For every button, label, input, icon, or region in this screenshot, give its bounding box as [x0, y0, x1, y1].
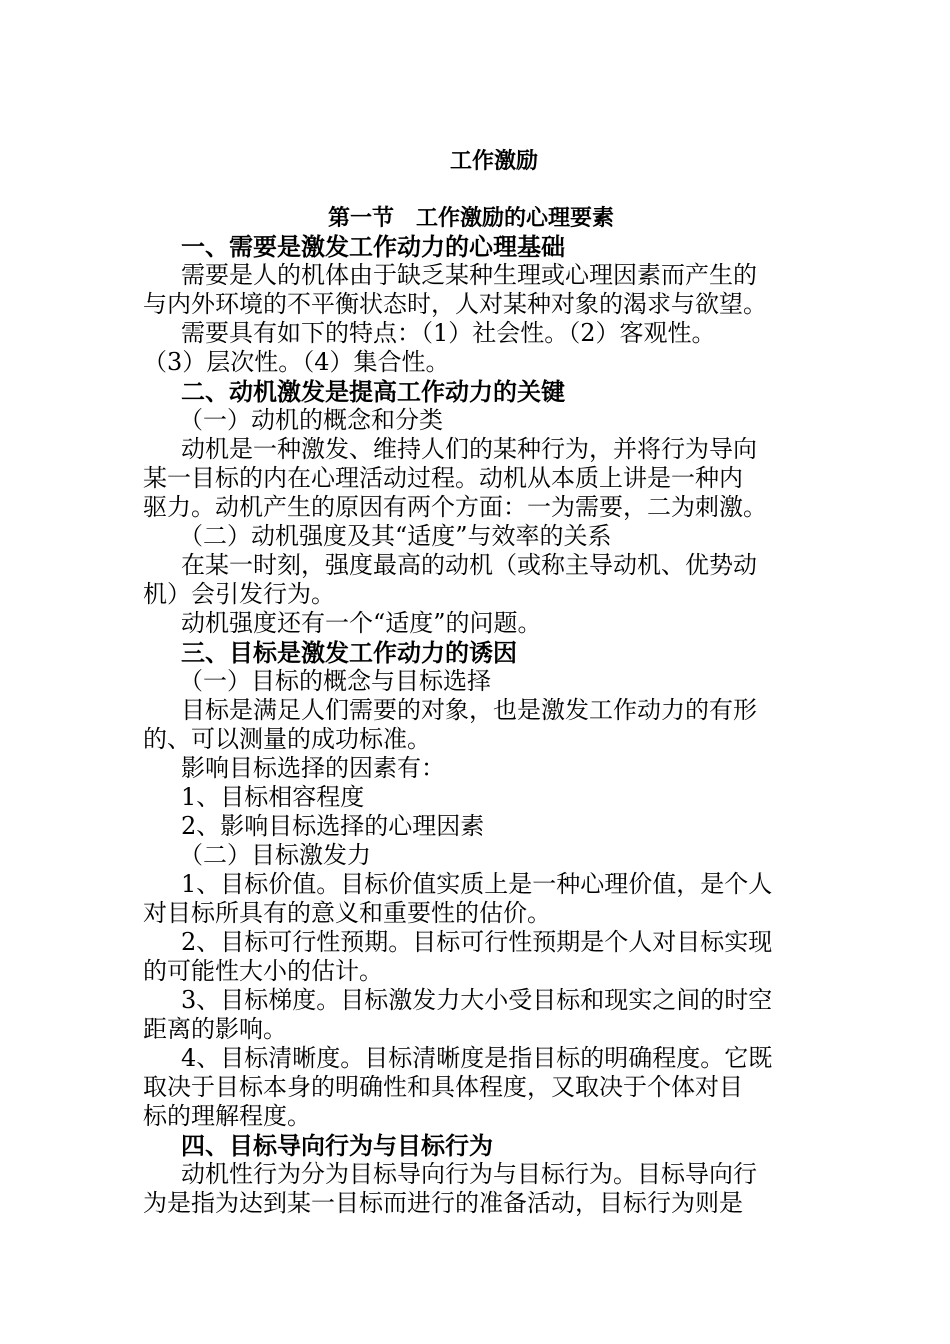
body-line: （一）目标的概念与目标选择 [179, 667, 491, 695]
body-line: 1、目标相容程度 [181, 783, 365, 811]
document-title: 工作激励 [449, 148, 538, 174]
document-body [143, 232, 807, 1218]
body-line: 影响目标选择的因素有： [181, 754, 445, 782]
body-line: （一）动机的概念和分类 [179, 406, 443, 434]
section-heading: 二、动机激发是提高工作动力的关键 [181, 377, 565, 406]
body-line: 某一目标的内在心理活动过程。动机从本质上讲是一种内 [143, 464, 743, 492]
body-line: 动机强度还有一个“适度”的问题。 [181, 609, 542, 637]
document-page [143, 146, 807, 1218]
body-line: 需要具有如下的特点：（1）社会性。（2）客观性。 [181, 319, 716, 347]
body-line: 驱力。动机产生的原因有两个方面：一为需要，二为刺激。 [143, 493, 767, 521]
body-line: 的、可以测量的成功标准。 [143, 725, 431, 753]
section-title: 第一节 工作激励的心理要素 [328, 205, 615, 231]
section-heading: 一、需要是激发工作动力的心理基础 [181, 232, 565, 261]
body-line: 的可能性大小的估计。 [143, 957, 383, 985]
body-line: 2、目标可行性预期。目标可行性预期是个人对目标实现 [181, 928, 773, 956]
body-line: （二）目标激发力 [179, 841, 371, 869]
body-line: 动机是一种激发、维持人们的某种行为，并将行为导向 [181, 435, 757, 463]
body-line: 动机性行为分为目标导向行为与目标行为。目标导向行 [181, 1160, 757, 1188]
body-line: 目标是满足人们需要的对象，也是激发工作动力的有形 [181, 696, 757, 724]
body-line: 3、目标梯度。目标激发力大小受目标和现实之间的时空 [181, 986, 773, 1014]
body-line: 为是指为达到某一目标而进行的准备活动，目标行为则是 [143, 1189, 743, 1217]
body-line: 需要是人的机体由于缺乏某种生理或心理因素而产生的 [181, 261, 757, 289]
title-spacer [143, 176, 807, 204]
body-line: 2、影响目标选择的心理因素 [181, 812, 485, 840]
body-line: 距离的影响。 [143, 1015, 287, 1043]
body-line: 标的理解程度。 [143, 1102, 311, 1130]
body-line: 4、目标清晰度。目标清晰度是指目标的明确程度。它既 [181, 1044, 773, 1072]
section-heading: 三、目标是激发工作动力的诱因 [181, 638, 517, 667]
body-line: 取决于目标本身的明确性和具体程度，又取决于个体对目 [143, 1073, 743, 1101]
body-line: 在某一时刻，强度最高的动机（或称主导动机、优势动 [181, 551, 757, 579]
body-line: 对目标所具有的意义和重要性的估价。 [143, 899, 551, 927]
body-line: （二）动机强度及其“适度”与效率的关系 [179, 522, 612, 550]
body-line: 1、目标价值。目标价值实质上是一种心理价值，是个人 [181, 870, 773, 898]
section-heading: 四、目标导向行为与目标行为 [181, 1131, 493, 1160]
body-line: 与内外环境的不平衡状态时，人对某种对象的渴求与欲望。 [143, 290, 767, 318]
body-line: 机）会引发行为。 [143, 580, 335, 608]
body-line: （3）层次性。（4）集合性。 [143, 348, 450, 376]
